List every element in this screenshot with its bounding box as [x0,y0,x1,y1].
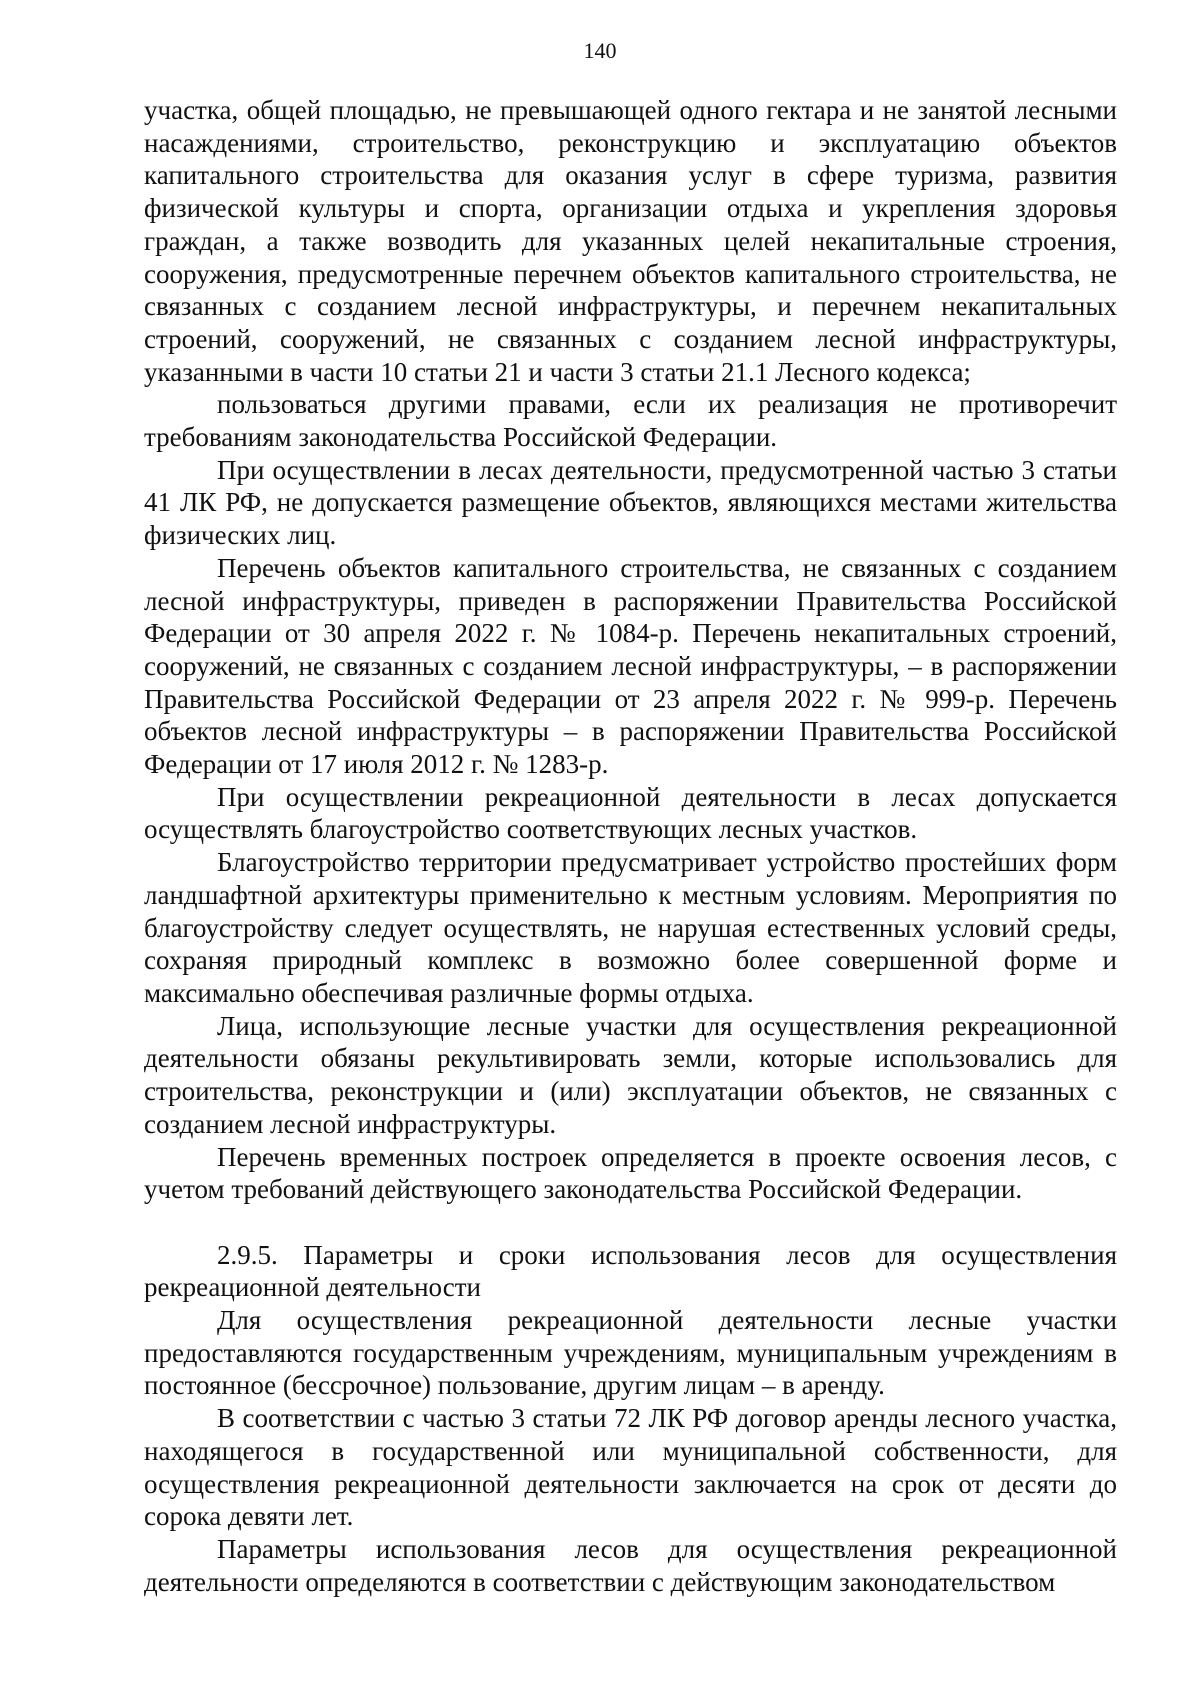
page-number: 140 [583,38,617,63]
document-body [144,94,1117,1598]
paragraph-lease-term: В соответствии с частью 3 статьи 72 ЛК РФ договор аренды лесного участка, находящегося в государственной или муниципальной собственности, для осуществления рекреационной деятельности заключается на срок от десяти до сорока девяти лет. [144,1403,1117,1532]
paragraph-other-rights: пользоваться другими правами, если их реализация не противоречит требованиям законодательства Российской Федерации. [144,389,1117,453]
paragraph-continuation: участка, общей площадью, не превышающей одного гектара и не занятой лесными насаждениями, строительство, реконструкцию и эксплуатацию объектов капитального строительства для оказания услуг в сфере туризма, развития физической культуры и спорта, организации отдыха и укрепления здоровья граждан, а также возводить для указанных целей некапитальные строения, сооружения, предусмотренные перечнем объектов капитального строительства, не связанных с созданием лесной инфраструктуры, и перечнем некапитальных строений, сооружений, не связанных с созданием лесной инфраструктуры, указанными в части 10 статьи 21 и части 3 статьи 21.1 Лесного кодекса; [144,95,1117,387]
paragraph-object-lists: Перечень объектов капитального строительства, не связанных с созданием лесной инфраструктуры, приведен в распоряжении Правительства Российской Федерации от 30 апреля 2022 г. № 1084-р. Перечень некапитальных строений, сооружений, не связанных с созданием лесной инфраструктуры, – в распоряжении Правительства Российской Федерации от 23 апреля 2022 г. № 999-р. Перечень объектов лесной инфраструктуры – в распоряжении Правительства Российской Федерации от 17 июля 2012 г. № 1283-р. [144,552,1117,780]
paragraph-parameters: Параметры использования лесов для осуществления рекреационной деятельности определяются в соответствии с действующим законодательством [144,1533,1117,1597]
paragraph-plot-provision: Для осуществления рекреационной деятельности лесные участки предоставляются государственным учреждениям, муниципальным учреждениям в постоянное (бессрочное) пользование, другим лицам – в аренду. [144,1305,1117,1401]
paragraph-landscaping-measures: Благоустройство территории предусматривает устройство простейших форм ландшафтной архитектуры применительно к местным условиям. Мероприятия по благоустройству следует осуществлять, не нарушая естественных условий среды, сохраняя природный комплекс в возможно более совершенной форме и максимально обеспечивая различные формы отдыха. [144,847,1117,1008]
paragraph-temporary-buildings: Перечень временных построек определяется в проекте освоения лесов, с учетом требований действующего законодательства Российской Федерации. [144,1141,1117,1205]
paragraph-residence-restriction: При осуществлении в лесах деятельности, предусмотренной частью 3 статьи 41 ЛК РФ, не допускается размещение объектов, являющихся местами жительства физических лиц. [144,454,1117,551]
section-heading: 2.9.5. Параметры и сроки использования лесов для осуществления рекреационной деятельности [144,1239,1117,1303]
paragraph-landscaping-allowed: При осуществлении рекреационной деятельности в лесах допускается осуществлять благоустройство соответствующих лесных участков. [144,781,1117,845]
paragraph-land-recultivation: Лица, использующие лесные участки для осуществления рекреационной деятельности обязаны рекультивировать земли, которые использовались для строительства, реконструкции и (или) эксплуатации объектов, не связанных с созданием лесной инфраструктуры. [144,1010,1117,1139]
